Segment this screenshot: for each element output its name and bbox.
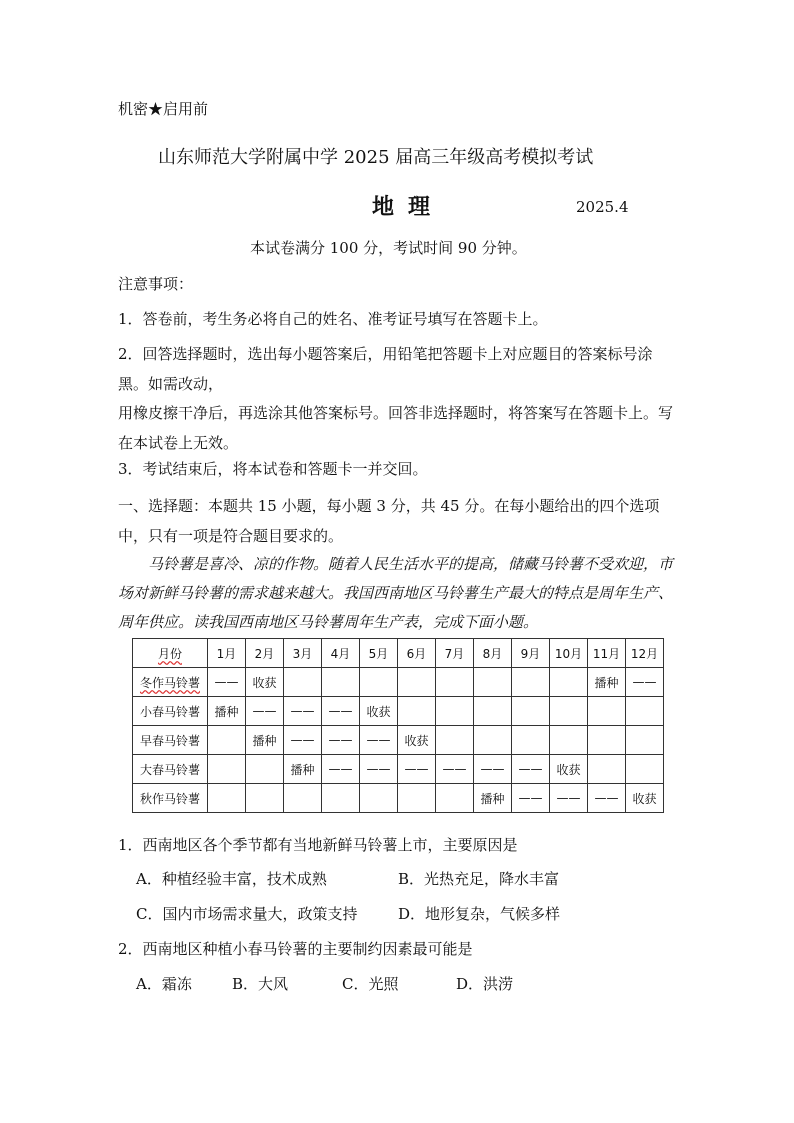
table-cell — [512, 668, 550, 697]
table-cell: —— — [246, 697, 284, 726]
row-name-cell — [133, 784, 208, 813]
table-header-cell — [208, 639, 246, 668]
header-cell-month: 2月 — [254, 646, 275, 661]
table-row — [133, 784, 664, 813]
table-header-cell — [322, 639, 360, 668]
exam-date: 2025.4 — [576, 198, 629, 216]
table-header-cell — [550, 639, 588, 668]
row-name-cell — [133, 726, 208, 755]
table-cell — [588, 726, 626, 755]
row-name: 秋作马铃薯 — [139, 791, 200, 806]
question-option: A．种植经验丰富，技术成熟 — [136, 870, 327, 888]
header-cell-month: 9月 — [520, 646, 541, 661]
table-cell — [436, 726, 474, 755]
table-cell — [322, 784, 360, 813]
table-cell: —— — [436, 755, 474, 784]
table-cell: —— — [322, 726, 360, 755]
subject-title: 地理 — [372, 194, 445, 220]
table-cell — [284, 668, 322, 697]
table-cell — [626, 755, 664, 784]
table-cell: —— — [512, 784, 550, 813]
header-cell-month: 1月 — [216, 646, 237, 661]
table-row — [133, 755, 664, 784]
table-cell — [322, 668, 360, 697]
header-cell-month: 12月 — [630, 646, 659, 661]
table-cell: 收获 — [360, 697, 398, 726]
table-cell: —— — [208, 668, 246, 697]
note-item: 1．答卷前，考生务必将自己的姓名、准考证号填写在答题卡上。 — [118, 310, 548, 328]
header-cell-month: 5月 — [368, 646, 389, 661]
row-name-cell — [133, 697, 208, 726]
table-cell — [246, 784, 284, 813]
table-cell — [360, 668, 398, 697]
header-cell-month: 6月 — [406, 646, 427, 661]
header-cell-month: 10月 — [554, 646, 583, 661]
question-option: D．地形复杂，气候多样 — [398, 905, 561, 923]
question-option: A．霜冻 — [136, 975, 192, 993]
table-cell: 播种 — [474, 784, 512, 813]
table-cell — [436, 784, 474, 813]
table-cell: —— — [550, 784, 588, 813]
table-header-cell — [246, 639, 284, 668]
table-cell — [208, 784, 246, 813]
table-cell: —— — [512, 755, 550, 784]
note-item: 用橡皮擦干净后，再选涂其他答案标号。回答非选择题时，将答案写在答题卡上。写在本试卷上无效。 — [118, 404, 674, 452]
table-cell — [588, 755, 626, 784]
question-stem: 1．西南地区各个季节都有当地新鲜马铃薯上市，主要原因是 — [118, 836, 518, 854]
table-row — [133, 726, 664, 755]
table-cell — [626, 726, 664, 755]
table-cell — [398, 668, 436, 697]
table-cell: —— — [474, 755, 512, 784]
note-item: 2．回答选择题时，选出每小题答案后，用铅笔把答题卡上对应题目的答案标号涂黑。如需改动， — [118, 345, 653, 393]
row-name-cell — [133, 668, 208, 697]
potato-schedule-table — [132, 638, 664, 813]
table-cell: 收获 — [626, 784, 664, 813]
table-cell — [474, 697, 512, 726]
table-header-cell — [626, 639, 664, 668]
table-header-cell — [284, 639, 322, 668]
table-cell: —— — [398, 755, 436, 784]
row-name: 早春马铃薯 — [139, 733, 200, 748]
table-header-cell — [360, 639, 398, 668]
table-cell: —— — [322, 755, 360, 784]
confidential-label: 机密★启用前 — [118, 100, 209, 118]
table-header-cell — [512, 639, 550, 668]
question-option: D．洪涝 — [456, 975, 514, 993]
table-cell — [208, 726, 246, 755]
table-cell: 播种 — [208, 697, 246, 726]
question-option: B．光热充足，降水丰富 — [398, 870, 560, 888]
row-name: 冬作马铃薯 — [139, 675, 200, 690]
note-item: 3．考试结束后，将本试卷和答题卡一并交回。 — [118, 460, 428, 478]
table-header-cell — [474, 639, 512, 668]
table-cell: 播种 — [588, 668, 626, 697]
table-cell — [208, 755, 246, 784]
table-header-cell — [133, 639, 208, 668]
table-row — [133, 668, 664, 697]
table-cell — [360, 784, 398, 813]
question-option: B．大风 — [232, 975, 289, 993]
table-header-row — [133, 639, 664, 668]
table-cell: —— — [322, 697, 360, 726]
table-cell — [436, 668, 474, 697]
header-cell-month: 7月 — [444, 646, 465, 661]
header-cell-month: 3月 — [292, 646, 313, 661]
question-option: C．国内市场需求量大，政策支持 — [136, 905, 358, 923]
table-header-cell — [398, 639, 436, 668]
exam-info: 本试卷满分 100 分，考试时间 90 分钟。 — [250, 239, 527, 257]
table-header-cell — [588, 639, 626, 668]
question-option: C．光照 — [342, 975, 399, 993]
table-cell — [436, 697, 474, 726]
table-cell — [474, 726, 512, 755]
table-cell — [398, 697, 436, 726]
header-cell-month: 4月 — [330, 646, 351, 661]
table-cell: —— — [360, 755, 398, 784]
row-name: 大春马铃薯 — [139, 762, 200, 777]
table-cell — [398, 784, 436, 813]
table-row — [133, 697, 664, 726]
table-cell: —— — [284, 726, 322, 755]
notes-heading: 注意事项： — [118, 275, 194, 293]
table-cell: —— — [360, 726, 398, 755]
table-cell — [512, 697, 550, 726]
section-heading: 一、选择题：本题共 15 小题，每小题 3 分，共 45 分。在每小题给出的四个选项中，只有一项是符合题目要求的。 — [118, 497, 660, 545]
table-cell: —— — [284, 697, 322, 726]
table-cell — [512, 726, 550, 755]
header-cell-month: 11月 — [592, 646, 621, 661]
table-header-cell — [436, 639, 474, 668]
table-cell — [284, 784, 322, 813]
table-cell — [550, 726, 588, 755]
table-cell — [588, 697, 626, 726]
table-cell: —— — [588, 784, 626, 813]
table-cell: 收获 — [246, 668, 284, 697]
question-stem: 2．西南地区种植小春马铃薯的主要制约因素最可能是 — [118, 940, 473, 958]
header-cell-month: 8月 — [482, 646, 503, 661]
table-cell — [550, 668, 588, 697]
row-name: 小春马铃薯 — [139, 704, 200, 719]
exam-title: 山东师范大学附属中学 2025 届高三年级高考模拟考试 — [158, 147, 594, 168]
row-name-cell — [133, 755, 208, 784]
table-cell — [550, 697, 588, 726]
table-cell: 播种 — [284, 755, 322, 784]
table-cell: 播种 — [246, 726, 284, 755]
table-cell: 收获 — [398, 726, 436, 755]
table-cell — [246, 755, 284, 784]
table-cell: 收获 — [550, 755, 588, 784]
reading-passage: 马铃薯是喜冷、凉的作物。随着人民生活水平的提高，储藏马铃薯不受欢迎，市场对新鲜马铃薯的需求越来越大。我国西南地区马铃薯生产最大的特点是周年生产、周年供应。读我国西南地区马铃薯周年生产表，完成下面小题。 — [118, 555, 674, 631]
table-cell — [474, 668, 512, 697]
header-cell-month-label: 月份 — [157, 646, 182, 661]
table-cell — [626, 697, 664, 726]
table-cell: —— — [626, 668, 664, 697]
